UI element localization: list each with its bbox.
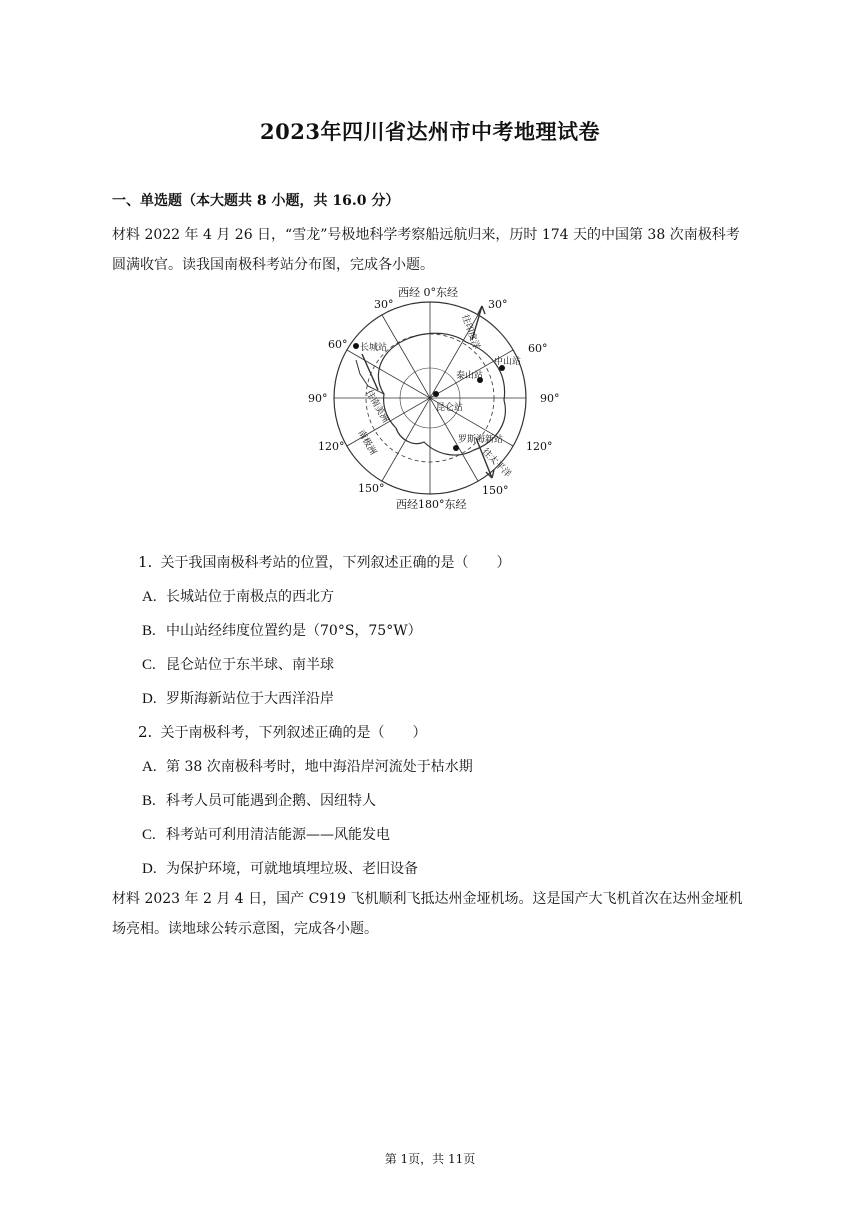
material-paragraph-2: 材料 2023 年 2 月 4 日，国产 C919 飞机顺利飞抵达州金垭机场。这是国产大飞机首次在达州金垭机场亮相。读地球公转示意图，完成各小题。 xyxy=(112,891,743,937)
station-label-changcheng: 长城站 xyxy=(360,343,388,353)
lon-label-60w: 60° xyxy=(328,338,348,351)
page-footer: 第 1页，共 11页 xyxy=(384,1152,476,1166)
page-title: 2023年四川省达州市中考地理试卷 xyxy=(260,119,600,144)
lon-label-30e: 30° xyxy=(488,298,508,311)
option-1d: D. 罗斯海新站位于大西洋沿岸 xyxy=(142,691,334,707)
route-label-samerica: 往南美洲 xyxy=(363,388,391,425)
lon-label-150e: 150° xyxy=(482,484,509,497)
lon-label-60e: 60° xyxy=(528,342,548,355)
station-label-kunlun: 昆仑站 xyxy=(436,403,464,413)
option-1c: C. 昆仑站位于东半球、南半球 xyxy=(142,657,334,673)
lon-label-90e: 90° xyxy=(540,392,560,405)
station-label-rossnew: 罗斯海新站 xyxy=(458,435,504,445)
lon-label-150w: 150° xyxy=(358,482,385,495)
section-heading: 一、单选题（本大题共 8 小题，共 16.0 分） xyxy=(112,193,400,209)
station-label-taishan: 泰山站 xyxy=(456,371,484,381)
question-1 xyxy=(138,552,510,572)
material-paragraph-1: 材料 2022 年 4 月 26 日，“雪龙”号极地科学考察船远航归来，历时 174 天的中国第 38 次南极科考圆满收官。读我国南极科考站分布图，完成各小题。 xyxy=(112,227,740,273)
option-2c: C. 科考站可利用清洁能源——风能发电 xyxy=(142,827,390,843)
option-2b: B. 科考人员可能遇到企鹅、因纽特人 xyxy=(142,793,376,809)
option-2a: A. 第 38 次南极科考时，地中海沿岸河流处于枯水期 xyxy=(142,759,473,775)
route-label-pacific: 往太平洋 xyxy=(479,447,513,480)
option-1b: B. 中山站经纬度位置约是（70°S，75°W） xyxy=(142,623,422,639)
question-2 xyxy=(138,722,426,742)
antarctic-station-map xyxy=(296,282,564,514)
question-stem: 关于南极科考，下列叙述正确的是（ ） xyxy=(160,725,427,741)
question-number: 1. xyxy=(138,553,153,571)
top-longitude-label: 西经 0°东经 xyxy=(398,286,458,299)
question-stem: 关于我国南极科考站的位置，下列叙述正确的是（ ） xyxy=(160,555,511,571)
option-2d: D. 为保护环境，可就地填埋垃圾、老旧设备 xyxy=(142,861,418,877)
lon-label-120e: 120° xyxy=(526,440,553,453)
station-label-zhongshan: 中山站 xyxy=(494,357,522,367)
question-number: 2. xyxy=(138,723,153,741)
lon-label-90w: 90° xyxy=(308,392,328,405)
lon-label-120w: 120° xyxy=(318,440,345,453)
option-1a: A. 长城站位于南极点的西北方 xyxy=(142,589,334,605)
route-label-indian: 往印度洋 xyxy=(459,313,481,351)
bottom-longitude-label: 西经180°东经 xyxy=(396,498,467,511)
lon-label-30w: 30° xyxy=(374,298,394,311)
route-label-antarctica: 南极洲 xyxy=(355,428,378,457)
